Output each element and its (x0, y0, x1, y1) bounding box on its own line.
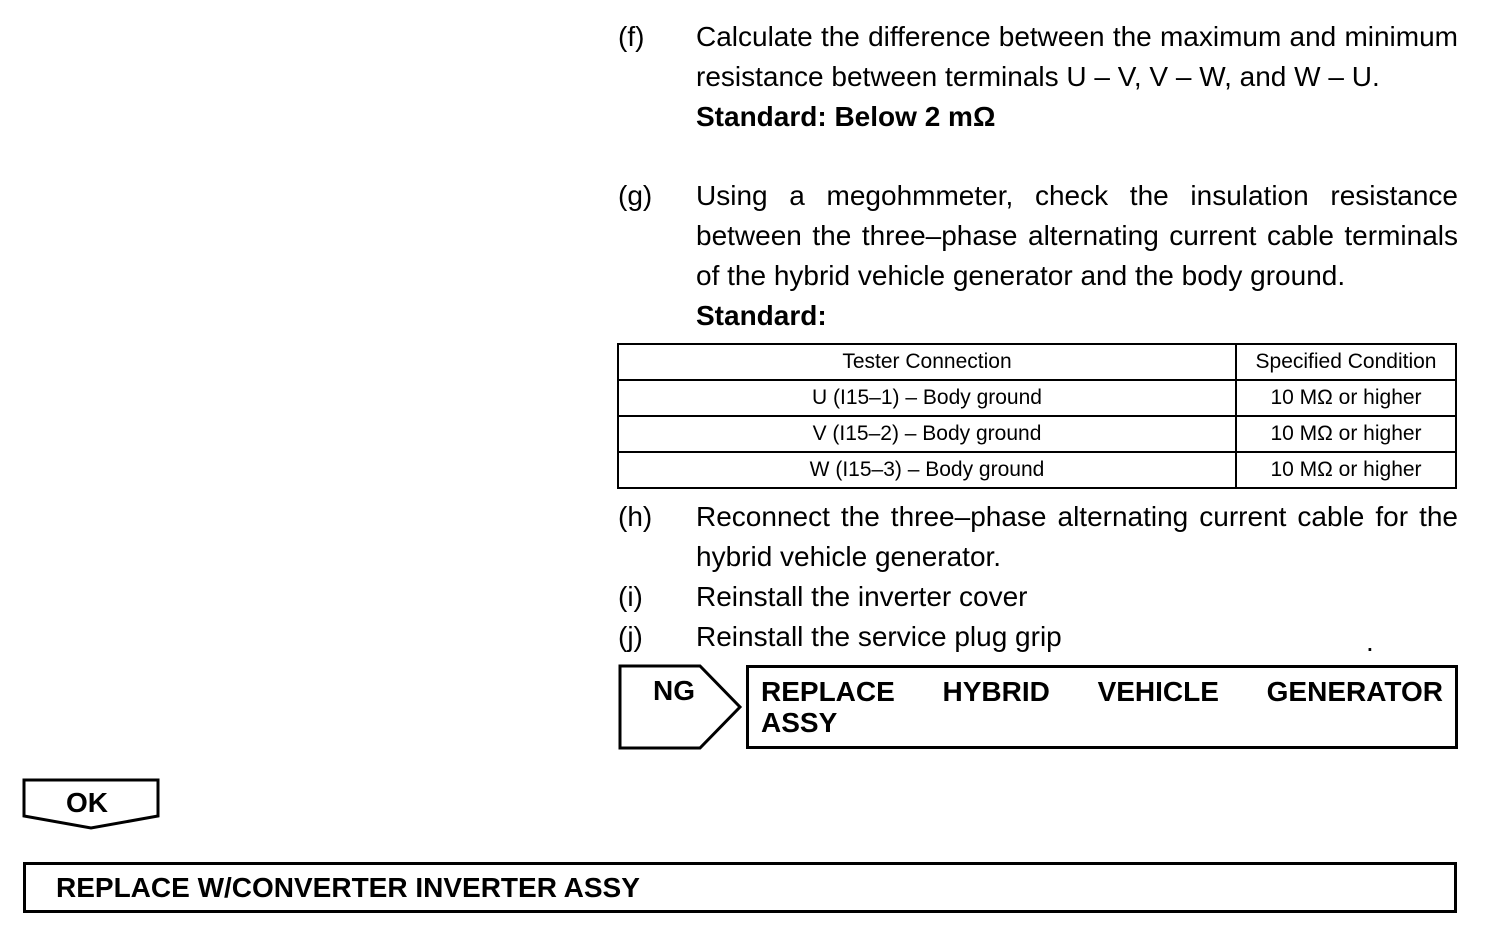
tester-connection-cell: W (I15–3) – Body ground (618, 452, 1236, 488)
final-action-box: REPLACE W/CONVERTER INVERTER ASSY (23, 862, 1457, 913)
table-row (618, 380, 1456, 416)
column-header: Specified Condition (1236, 344, 1456, 380)
table-row (618, 416, 1456, 452)
ng-action-box (746, 665, 1458, 749)
step-text: Using a megohmmeter, check the insulation resistance between the three–phase alternating current cable terminals of the hybrid vehicle generator and the body ground. (696, 180, 1458, 291)
step-text: Reinstall the inverter cover (696, 581, 1028, 612)
ng-action-word: VEHICLE (1097, 676, 1219, 707)
step-letter: (f) (618, 21, 645, 52)
tester-connection-cell: U (I15–1) – Body ground (618, 380, 1236, 416)
spec-table (617, 343, 1457, 489)
table-row (618, 452, 1456, 488)
step-letter: (h) (618, 501, 653, 532)
trailing-mark: . (1366, 626, 1374, 657)
step-text: Reconnect the three–phase alternating current cable for the hybrid vehicle generator. (696, 501, 1458, 572)
column-header: Tester Connection (618, 344, 1236, 380)
specified-condition-cell: 10 MΩ or higher (1236, 380, 1456, 416)
step-letter: (j) (618, 621, 643, 652)
tester-connection-cell: V (I15–2) – Body ground (618, 416, 1236, 452)
ng-action-line (761, 676, 1443, 707)
ng-action-word: GENERATOR (1266, 676, 1443, 707)
step-letter: (g) (618, 180, 653, 211)
standard-label: Standard: Below 2 mΩ (696, 101, 996, 132)
step-g (618, 176, 1458, 336)
specified-condition-cell: 10 MΩ or higher (1236, 416, 1456, 452)
table-header-row (618, 344, 1456, 380)
step-letter: (i) (618, 581, 643, 612)
step-text: Calculate the difference between the maximum and minimum resistance between terminals U – V, V – W, and W – U. (696, 21, 1458, 92)
step-text: Reinstall the service plug grip (696, 621, 1062, 652)
step-j (618, 617, 1458, 657)
step-h (618, 497, 1458, 577)
ok-label: OK (66, 787, 108, 818)
ng-label: NG (653, 675, 695, 706)
ng-action-line: ASSY (761, 707, 838, 738)
standard-label: Standard: (696, 300, 827, 331)
step-f (618, 17, 1458, 137)
ng-action-word: REPLACE (761, 676, 895, 707)
step-i (618, 577, 1458, 617)
specified-condition-cell: 10 MΩ or higher (1236, 452, 1456, 488)
ng-action-word: HYBRID (942, 676, 1050, 707)
